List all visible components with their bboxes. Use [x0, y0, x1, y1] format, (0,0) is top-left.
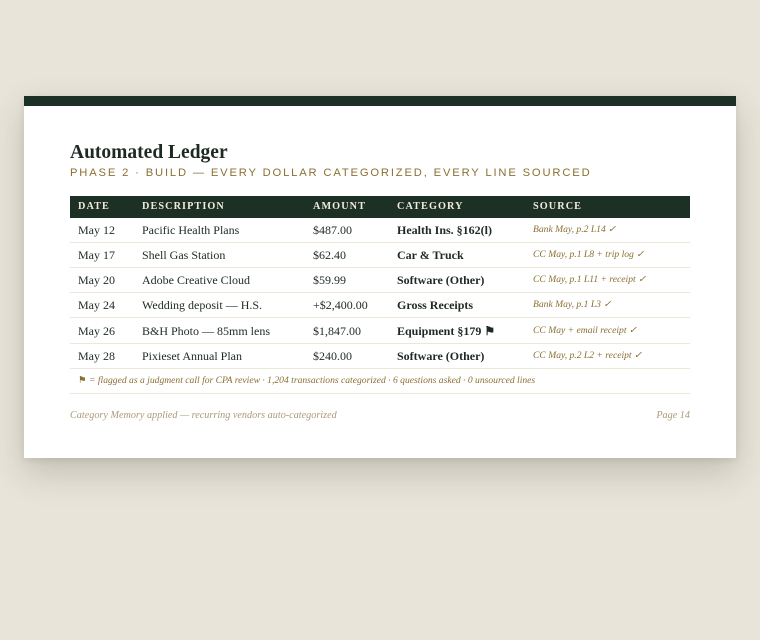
cell-source: Bank May, p.1 L3 ✓: [525, 293, 690, 318]
table-footnote: [70, 369, 690, 394]
table-row: [70, 344, 690, 369]
category-label: Software (Other): [397, 273, 485, 287]
page-title: Automated Ledger: [70, 142, 228, 163]
cell-description: Wedding deposit — H.S.: [134, 293, 305, 318]
cell-date: May 20: [70, 268, 134, 293]
cell-description: Adobe Creative Cloud: [134, 268, 305, 293]
cell-amount: $1,847.00: [305, 318, 389, 344]
cell-date: May 26: [70, 318, 134, 344]
cell-source: CC May, p.1 L11 + receipt ✓: [525, 268, 690, 293]
card-top-bar: [24, 96, 736, 106]
footer-note: Category Memory applied — recurring vendors auto-categorized: [70, 410, 337, 421]
category-label: Car & Truck: [397, 248, 464, 262]
cell-amount: $240.00: [305, 344, 389, 369]
cell-category: [389, 293, 525, 318]
column-header-description: DESCRIPTION: [142, 201, 225, 212]
cell-amount: $62.40: [305, 243, 389, 268]
cell-category: [389, 318, 525, 344]
cell-date: May 17: [70, 243, 134, 268]
category-label: Software (Other): [397, 349, 485, 363]
column-header-amount: AMOUNT: [313, 201, 367, 212]
table-row: [70, 318, 690, 344]
table-row: [70, 218, 690, 243]
column-header-source: SOURCE: [533, 201, 583, 212]
cell-source: CC May + email receipt ✓: [525, 318, 690, 344]
column-header-date: DATE: [78, 201, 110, 212]
cell-date: May 12: [70, 218, 134, 243]
table-row: [70, 293, 690, 318]
footnote-row: [70, 369, 690, 394]
cell-category: [389, 218, 525, 243]
page-subtitle: PHASE 2 · BUILD — EVERY DOLLAR CATEGORIZED, EVERY LINE SOURCED: [70, 167, 592, 179]
cell-description: Shell Gas Station: [134, 243, 305, 268]
ledger-table: [70, 196, 690, 394]
cell-description: B&H Photo — 85mm lens: [134, 318, 305, 344]
cell-source: Bank May, p.2 L14 ✓: [525, 218, 690, 243]
flag-icon: ⚑: [78, 375, 87, 386]
table-row: [70, 243, 690, 268]
category-label: Health Ins. §162(l): [397, 223, 493, 237]
column-header-category: CATEGORY: [397, 201, 464, 212]
cell-description: Pixieset Annual Plan: [134, 344, 305, 369]
table-header: [70, 196, 690, 218]
cell-category: [389, 268, 525, 293]
cell-amount: $59.99: [305, 268, 389, 293]
cell-date: May 28: [70, 344, 134, 369]
cell-amount: $487.00: [305, 218, 389, 243]
cell-source: CC May, p.2 L2 + receipt ✓: [525, 344, 690, 369]
cell-amount: +$2,400.00: [305, 293, 389, 318]
category-label: Equipment §179: [397, 323, 482, 338]
cell-category: [389, 344, 525, 369]
flag-icon: ⚑: [484, 323, 496, 338]
cell-date: May 24: [70, 293, 134, 318]
ledger-card: [24, 96, 736, 458]
header-row: [70, 196, 690, 218]
table-row: [70, 268, 690, 293]
footnote-text: = flagged as a judgment call for CPA review · 1,204 transactions categorized · 6 questions asked · 0 unsourced lines: [86, 375, 536, 386]
category-label: Gross Receipts: [397, 298, 474, 312]
cell-category: [389, 243, 525, 268]
page-number: Page 14: [656, 410, 690, 421]
table-body: [70, 218, 690, 394]
cell-description: Pacific Health Plans: [134, 218, 305, 243]
cell-source: CC May, p.1 L8 + trip log ✓: [525, 243, 690, 268]
